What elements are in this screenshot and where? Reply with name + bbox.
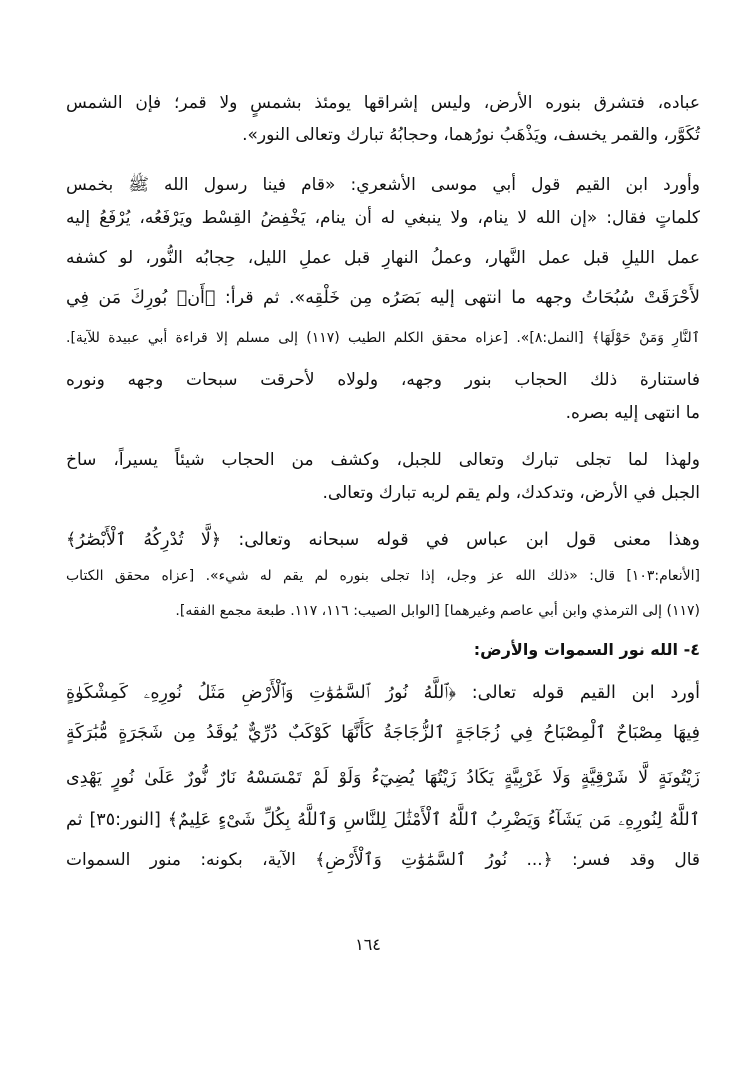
footnote-line: [الأنعام:١٠٣] قال: «ذلك الله عز وجل، إذا تجلى بنوره لم يقم له شيء». [عزاه محقق الكتاب bbox=[66, 568, 700, 584]
footnote-line: ٱلنَّارِ وَمَنْ حَوْلَهَا﴾ [النمل:٨]». [عزاه محقق الكلم الطيب (١١٧) إلى مسلم إلا قراءة أبي عبيدة للآية]. bbox=[66, 330, 700, 346]
text-line: وهذا معنى قول ابن عباس في قوله سبحانه وتعالى: ﴿لَّا تُدْرِكُهُ ٱلْأَبْصَٰرُ﴾ bbox=[66, 530, 700, 550]
text-line: عباده، فتشرق بنوره الأرض، وليس إشراقها يومئذ بشمسٍ ولا قمر؛ فإن الشمس bbox=[66, 93, 700, 113]
quran-line: فِيهَا مِصْبَاحٌ ٱلْمِصْبَاحُ فِي زُجَاجَةٍ ٱلزُّجَاجَةُ كَأَنَّهَا كَوْكَبٌ دُرِّيٌّ يُوقَدُ مِن شَجَرَةٍ مُّبَٰرَكَةٍ bbox=[66, 723, 700, 743]
text-line: فاستنارة ذلك الحجاب بنور وجهه، ولولاه لأحرقت سبحات وجهه ونوره bbox=[66, 370, 700, 390]
text-line: ما انتهى إليه بصره. bbox=[565, 403, 700, 423]
footnote-line: (١١٧) إلى الترمذي وابن أبي عاصم وغيرهما] [الوابل الصيب: ١١٦، ١١٧. طبعة مجمع الفقه]. bbox=[175, 603, 700, 619]
text-line: الجبل في الأرض، وتدكدك، ولم يقم لربه تبارك وتعالى. bbox=[322, 483, 700, 503]
section-heading: ٤- الله نور السموات والأرض: bbox=[473, 640, 700, 659]
text-line: تُكَوَّر، والقمر يخسف، ويَذْهَبُ نورُهما، وحجابُهُ تبارك وتعالى النور». bbox=[242, 125, 700, 145]
text-line: لأَحْرَقَتْ سُبُحَاتُ وجهه ما انتهى إليه بَصَرُه مِن خَلْقِه». ثم قرأ: ﴿أَنۢ بُورِكَ مَن فِي bbox=[66, 288, 700, 308]
text-line: وأورد ابن القيم قول أبي موسى الأشعري: «قام فينا رسول الله ﷺ بخمس bbox=[66, 175, 700, 195]
quran-line: ٱللَّهُ لِنُورِهِۦ مَن يَشَآءُ وَيَضْرِبُ ٱللَّهُ ٱلْأَمْثَٰلَ لِلنَّاسِ وَٱللَّهُ بِكُلِّ شَىْءٍ عَلِيمٌ﴾ [النور:٣٥] ثم bbox=[66, 810, 700, 830]
text-line: قال وقد فسر: ﴿... نُورُ ٱلسَّمَٰوَٰتِ وَٱلْأَرْضِ﴾ الآية، بكونه: منور السموات bbox=[66, 850, 700, 870]
text-line: عمل الليلِ قبل عمل النَّهار، وعملُ النهارِ قبل عملِ الليل، حِجابُه النُّور، لو كشفه bbox=[66, 248, 700, 268]
quran-line: زَيْتُونَةٍ لَّا شَرْقِيَّةٍ وَلَا غَرْبِيَّةٍ يَكَادُ زَيْتُهَا يُضِيٓءُ وَلَوْ لَمْ تَمْسَسْهُ نَارٌ نُّورٌ عَلَىٰ نُورٍ يَهْدِى bbox=[66, 768, 700, 788]
text-line: ولهذا لما تجلى تبارك وتعالى للجبل، وكشف من الحجاب شيئاً يسيراً، ساخ bbox=[66, 450, 700, 470]
quran-line: أورد ابن القيم قوله تعالى: ﴿ٱللَّهُ نُورُ ٱلسَّمَٰوَٰتِ وَٱلْأَرْضِ مَثَلُ نُورِهِۦ كَمِشْكَوٰةٍ bbox=[66, 683, 700, 703]
page-number: ١٦٤ bbox=[355, 935, 381, 954]
text-line: كلماتٍ فقال: «إن الله لا ينام، ولا ينبغي له أن ينام، يَخْفِضُ القِسْط ويَرْفَعُه، يُرْفَعُ إليه bbox=[66, 208, 700, 228]
